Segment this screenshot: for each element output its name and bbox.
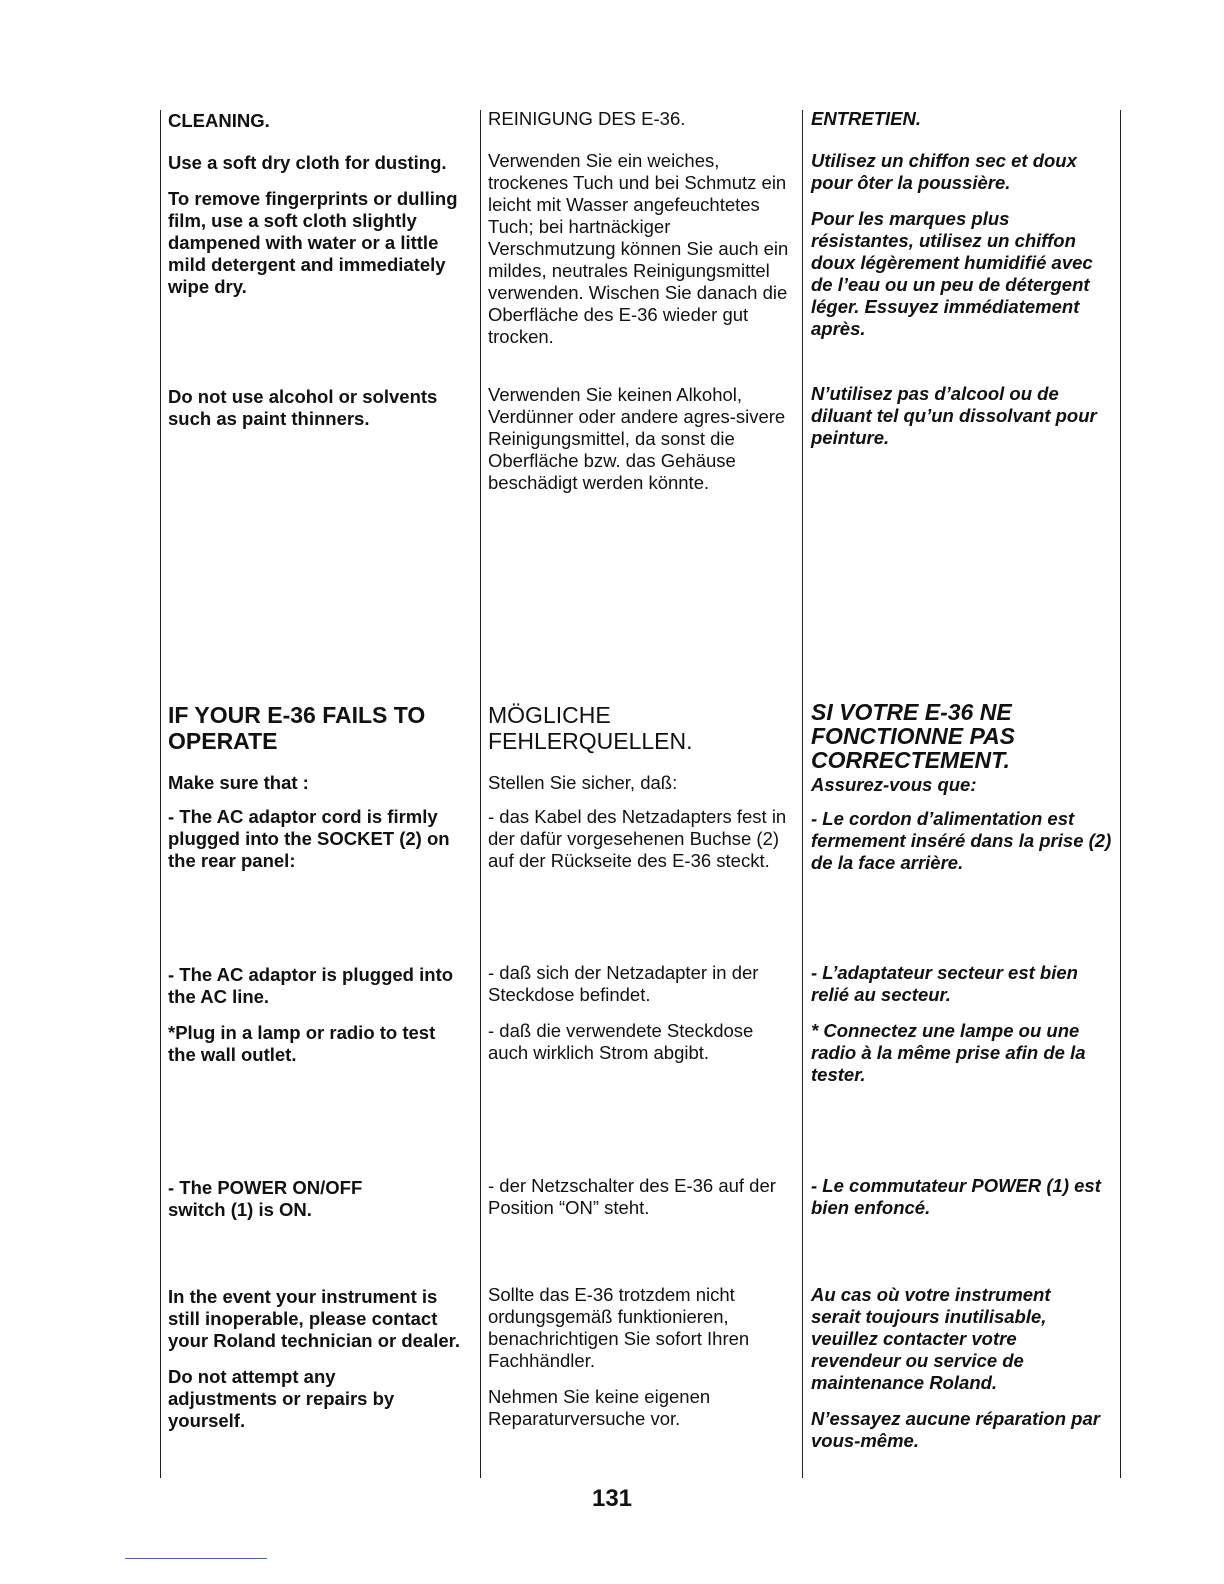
en-dusting-text: Use a soft dry cloth for dusting. [168,152,447,173]
column-rule-mid-right [802,110,803,1478]
en-cleaning-title: CLEANING. [168,110,270,131]
en-adaptor-text: - The AC adaptor is plugged into the AC line. [168,964,454,1007]
en-make-sure: Make sure that : [168,772,309,793]
fr-no-alcohol-text: N’utilisez pas d’alcool ou de diluant tel qu’un dissolvant pour peinture. [811,383,1097,448]
en-troubleshooting-section [168,702,468,872]
en-no-repair-text: Do not attempt any adjustments or repairs by yourself. [168,1366,395,1431]
de-no-alcohol-text: Verwenden Sie keinen Alkohol, Verdünner oder andere agres-sivere Reinigungsmittel, da sonst die Oberfläche bzw. das Gehäuse beschädigt werden könnte. [488,384,786,493]
fr-cord-text: - Le cordon d’alimentation est fermement inséré dans la prise (2) de la face arrière. [811,808,1112,873]
fr-contact-text: Au cas où votre instrument serait toujours inutilisable, veuillez contacter votre revendeur ou service de maintenance Roland. [811,1284,1051,1393]
de-no-repair-text: Nehmen Sie keine eigenen Reparaturversuche vor. [488,1386,711,1429]
fr-troubleshooting-section [811,700,1116,874]
fr-adaptor-text: - L’adaptateur secteur est bien relié au secteur. [811,962,1078,1005]
en-adaptor-section [168,964,468,1066]
en-cleaning-section [168,110,468,298]
fr-no-repair-text: N’essayez aucune réparation par vous-même. [811,1408,1100,1451]
de-adaptor-text: - daß sich der Netzadapter in der Steckdose befindet. [488,962,759,1005]
fr-lamp-text: * Connectez une lampe ou une radio à la même prise afin de la tester. [811,1020,1086,1085]
en-contact-section [168,1286,468,1432]
column-rule-mid-left [480,110,481,1478]
fr-fingerprints-text: Pour les marques plus résistantes, utilisez un chiffon doux légèrement humidifié avec de l’eau ou un peu de détergent léger. Essuyez immédiatement après. [811,208,1093,339]
en-no-alcohol-text: Do not use alcohol or solvents such as paint thinners. [168,386,438,429]
fr-cleaning-title: ENTRETIEN. [811,108,921,129]
en-contact-text: In the event your instrument is still inoperable, please contact your Roland technician or dealer. [168,1286,460,1351]
fr-power-text: - Le commutateur POWER (1) est bien enfoncé. [811,1175,1101,1218]
footer-rule [125,1558,267,1559]
fr-make-sure: Assurez-vous que: [811,774,977,795]
en-fingerprints-text: To remove fingerprints or dulling film, use a soft cloth slightly dampened with water or a little mild detergent and immediately wipe dry. [168,188,458,297]
de-power-text: - der Netzschalter des E-36 auf der Position “ON” steht. [488,1175,776,1218]
de-contact-section [488,1284,793,1430]
de-fails-title: MÖGLICHE FEHLERQUELLEN. [488,702,693,754]
page-number: 131 [591,1485,633,1512]
de-dusting-text: Verwenden Sie ein weiches, trockenes Tuch und bei Schmutz ein leicht mit Wasser angefeuchtetes Tuch; bei hartnäckiger Verschmutzung können Sie auch ein mildes, neutrales Reinigungsmittel verwenden. Wischen Sie danach die Oberfläche des E-36 wieder gut trocken. [488,150,789,347]
de-lamp-text: - daß die verwendete Steckdose auch wirklich Strom abgibt. [488,1020,754,1063]
de-cord-text: - das Kabel des Netzadapters fest in der dafür vorgesehenen Buchse (2) auf der Rückseite des E-36 steckt. [488,806,787,871]
en-power-text: - The POWER ON/OFF switch (1) is ON. [168,1177,363,1220]
column-rule-left [160,110,161,1478]
en-fails-title: IF YOUR E-36 FAILS TO OPERATE [168,702,426,754]
en-lamp-text: *Plug in a lamp or radio to test the wall outlet. [168,1022,436,1065]
de-troubleshooting-section [488,702,793,872]
de-cleaning-title: REINIGUNG DES E-36. [488,108,686,129]
de-contact-text: Sollte das E-36 trotzdem nicht ordungsgemäß funktionieren, benachrichtigen Sie sofort Ihren Fachhändler. [488,1284,750,1371]
fr-cleaning-section [811,108,1116,340]
fr-contact-section [811,1284,1116,1452]
de-cleaning-section [488,108,793,348]
de-make-sure: Stellen Sie sicher, daß: [488,772,678,793]
fr-fails-title: SI VOTRE E-36 NE FONCTIONNE PAS CORRECTEMENT. [811,699,1016,773]
en-cord-text: - The AC adaptor cord is firmly plugged into the SOCKET (2) on the rear panel: [168,806,450,871]
column-rule-right [1120,110,1121,1478]
de-adaptor-section [488,962,793,1064]
fr-adaptor-section [811,962,1116,1086]
fr-dusting-text: Utilisez un chiffon sec et doux pour ôter la poussière. [811,150,1077,193]
